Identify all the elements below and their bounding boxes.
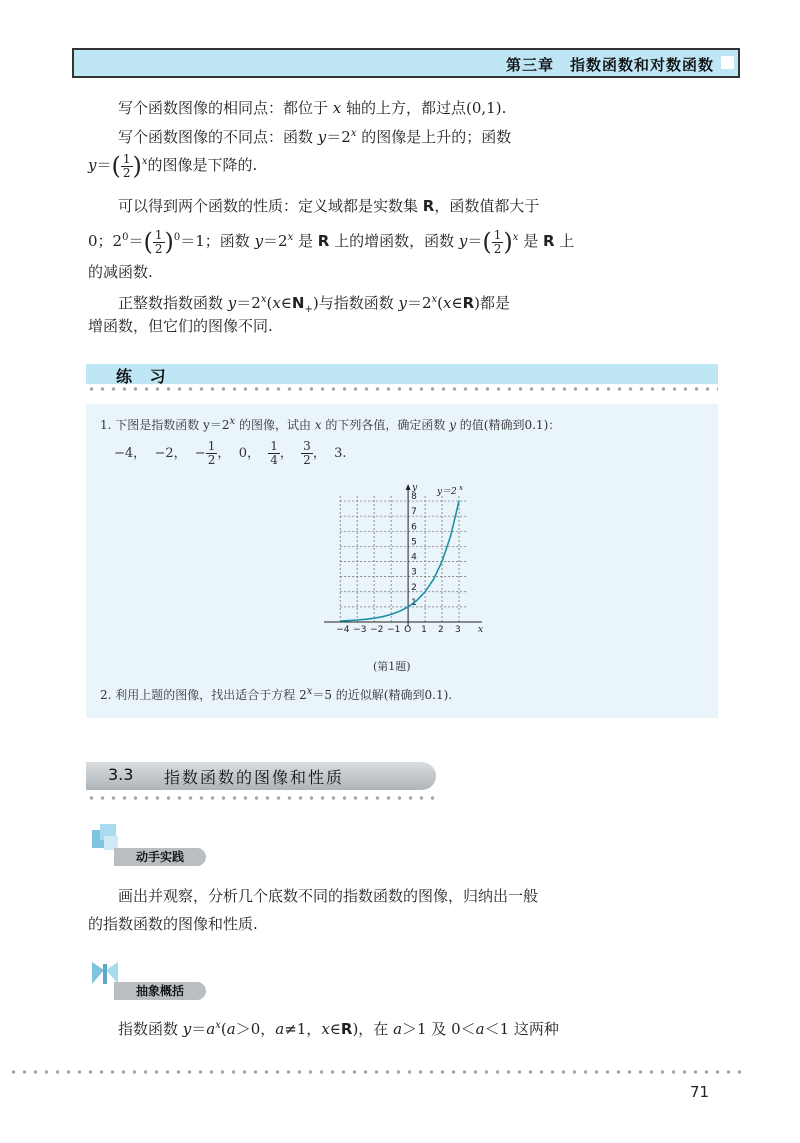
header-corner-square <box>721 56 734 69</box>
math-var: a <box>226 1020 236 1038</box>
practice-box <box>86 404 718 718</box>
text: ＝ <box>128 232 144 250</box>
text: 上的增函数，函数 <box>329 232 459 250</box>
math-var: a <box>475 1020 485 1038</box>
exponent: 0 <box>173 232 181 243</box>
x-tick-label: 1 <box>421 625 427 635</box>
text: ＝ <box>96 156 112 174</box>
text: 是 <box>518 232 543 250</box>
y-tick-label: 3 <box>411 567 417 578</box>
x-tick-label: 2 <box>438 625 444 635</box>
exponent: x <box>287 232 294 243</box>
text: ＝ <box>191 1020 207 1038</box>
section-title: 指数函数的图像和性质 <box>164 768 345 787</box>
text: ＝2 <box>236 294 261 312</box>
hands-on-text-2: 的指数函数的图像和性质. <box>88 915 258 933</box>
text: ＞1 及 0＜ <box>402 1020 476 1038</box>
text: 是 <box>293 232 318 250</box>
footer-dotted-divider <box>8 1070 748 1074</box>
fraction: $\frac{3}{2}$ <box>303 439 311 467</box>
math-var: y <box>398 294 407 312</box>
text: 写个函数图像的不同点：函数 <box>118 128 318 146</box>
x-tick-label: −2 <box>370 625 384 635</box>
exponent: x <box>306 686 313 697</box>
x-tick-label: −1 <box>387 625 401 635</box>
paragraph-decreasing-graph: y＝( $\frac{1}{2}$ )$^x$的图像是下降的. <box>88 151 258 180</box>
hands-on-text-1: 画出并观察，分析几个底数不同的指数函数的图像，归纳出一般 <box>118 887 539 905</box>
fraction-one-half: $\frac{1}{2}$ <box>154 227 163 256</box>
math-var: x <box>332 99 342 117</box>
math-var: a <box>393 1020 403 1038</box>
math-var: y <box>458 232 468 250</box>
text: 上 <box>554 232 575 250</box>
x-axis-label: x <box>478 625 484 635</box>
y-tick-label: 2 <box>411 582 417 593</box>
section-number: 3.3 <box>108 765 134 784</box>
dotted-divider <box>86 387 718 391</box>
set-N: N <box>291 294 305 312</box>
math-var: x <box>443 294 452 312</box>
text: ( <box>266 294 273 312</box>
text: ＞0， <box>235 1020 276 1038</box>
paragraph-decreasing-function <box>88 262 568 282</box>
paragraph-monotonicity: 0；$2^0=$( $\frac{1}{2}$ )$^0$＝1；函数 $y=2^x$ 是 R 上的增函数，函数 y＝( $\frac{1}{2}$ )$^x$ 是 R 上 <box>88 227 575 256</box>
fraction: $\frac{1}{2}$ <box>207 439 216 467</box>
text: ，函数值都大于 <box>434 197 540 215</box>
math-var: y <box>182 1020 192 1038</box>
practice-title: 练 习 <box>116 367 172 386</box>
math-var: x <box>272 294 281 312</box>
y-tick-label: 6 <box>411 522 417 533</box>
exponent: x <box>215 1020 221 1031</box>
text: 写个函数图像的相同点：都位于 <box>118 99 333 117</box>
exercise-1 <box>100 416 560 433</box>
text: ＜1 这两种 <box>484 1020 559 1038</box>
text: ∈ <box>280 294 292 312</box>
set-R: R <box>317 232 330 250</box>
paragraph-properties <box>88 196 568 216</box>
text: ＝2 <box>263 232 288 250</box>
text: 的图像是上升的；函数 <box>356 128 512 146</box>
exponent: x <box>141 156 148 167</box>
y-tick-label: 7 <box>411 507 417 518</box>
text: 的下列各值，确定函数 <box>321 418 450 432</box>
exponent: x <box>512 232 519 243</box>
text: ( <box>437 294 443 312</box>
separator: ， <box>312 446 326 461</box>
text: ＝5 的近似解(精确到0.1). <box>312 688 453 702</box>
text: ＝1；函数 <box>180 232 255 250</box>
text: )，在 <box>352 1020 394 1038</box>
exponent: x <box>431 294 438 305</box>
text: 的值(精确到0.1)： <box>455 418 561 432</box>
x-tick-label: O <box>404 625 412 635</box>
text: )都是 <box>474 294 510 312</box>
chapter-header-text <box>506 54 714 75</box>
math-var: x <box>321 1020 330 1038</box>
text: 增函数，但它们的图像不同. <box>88 317 273 335</box>
page-number: 71 <box>690 1083 710 1101</box>
hands-on-badge <box>86 822 206 868</box>
text: ＝ <box>467 232 483 250</box>
fraction-one-half: $\frac{1}{2}$ <box>493 227 502 256</box>
practice-title-bar <box>86 364 718 384</box>
separator: ， <box>217 446 231 461</box>
text: ≠1， <box>284 1020 322 1038</box>
set-R: R <box>542 232 555 250</box>
text: ∈ <box>451 294 463 312</box>
section-header <box>86 762 436 790</box>
math-var: x <box>314 418 322 432</box>
set-R: R <box>340 1020 353 1038</box>
fraction: $\frac{1}{4}$ <box>270 439 278 467</box>
text: 的减函数. <box>88 263 153 281</box>
abstract-text <box>88 1016 568 1039</box>
exponential-chart-svg <box>318 480 488 670</box>
y-tick-label: 8 <box>411 492 417 503</box>
math-var: a <box>275 1020 285 1038</box>
text: ＝2 <box>326 128 351 146</box>
value: − <box>194 446 206 461</box>
figure-caption: (第1题) <box>373 660 411 673</box>
math-var: y <box>254 232 264 250</box>
text: )与指数函数 <box>312 294 399 312</box>
exercise-1-values <box>114 440 347 467</box>
set-R: R <box>422 197 435 215</box>
value: 3. <box>334 446 347 461</box>
value: −4， <box>114 446 147 461</box>
exponent: x <box>350 128 357 139</box>
abstract-badge <box>86 956 206 1002</box>
text: ∈ <box>329 1020 341 1038</box>
text: 可以得到两个函数的性质：定义域都是实数集 <box>118 197 423 215</box>
paragraph-conclusion <box>88 316 568 336</box>
function-label-exponent: x <box>458 484 463 492</box>
separator: ， <box>279 446 293 461</box>
section-dotted-divider <box>86 796 436 800</box>
paragraph-common-points <box>88 98 568 118</box>
exponent: 0 <box>122 232 129 243</box>
chapter-header-bar <box>72 48 740 78</box>
math-var: y <box>227 294 237 312</box>
hands-on-label: 动手实践 <box>114 848 206 866</box>
x-tick-label: 3 <box>455 625 461 635</box>
math-var: y <box>449 418 456 432</box>
curve-y-equals-2-to-x <box>340 501 459 621</box>
chapter-number: 第三章 <box>505 56 554 74</box>
value: −2， <box>154 446 187 461</box>
text: 2. 利用上题的图像，找出适合于方程 2 <box>100 688 307 702</box>
abstract-label: 抽象概括 <box>114 982 206 1000</box>
x-tick-label: −3 <box>353 625 367 635</box>
math-var: y <box>317 128 327 146</box>
x-tick-label: −4 <box>336 625 350 635</box>
text: 1. 下图是指数函数 y＝2 <box>100 418 230 432</box>
subscript: + <box>304 304 313 315</box>
value: 0， <box>238 446 260 461</box>
math-var: a <box>206 1020 216 1038</box>
text: ＝2 <box>406 294 432 312</box>
text: 的图像，试由 <box>235 418 315 432</box>
text: 指数函数 <box>118 1020 183 1038</box>
text: 0；2 <box>88 232 123 250</box>
chapter-title: 指数函数和对数函数 <box>569 56 714 74</box>
fraction-one-half: $\frac{1}{2}$ <box>122 151 131 180</box>
exponent: x <box>260 294 267 305</box>
exponent: x <box>229 416 236 427</box>
paragraph-different-points <box>88 124 568 147</box>
exponential-chart <box>318 480 488 670</box>
y-tick-label: 4 <box>411 552 417 563</box>
y-tick-label: 5 <box>411 537 417 548</box>
exercise-2 <box>100 686 452 703</box>
text: 正整数指数函数 <box>118 294 228 312</box>
math-var: y <box>88 156 97 174</box>
text: 轴的上方，都过点(0,1). <box>341 99 507 117</box>
function-label: y＝2 <box>436 487 457 497</box>
y-tick-label: 1 <box>411 597 417 608</box>
y-axis-arrow <box>406 484 411 490</box>
set-R: R <box>462 294 475 312</box>
y-axis-label: y <box>412 483 418 493</box>
text: 的图像是下降的. <box>147 156 258 174</box>
text: ( <box>220 1020 227 1038</box>
